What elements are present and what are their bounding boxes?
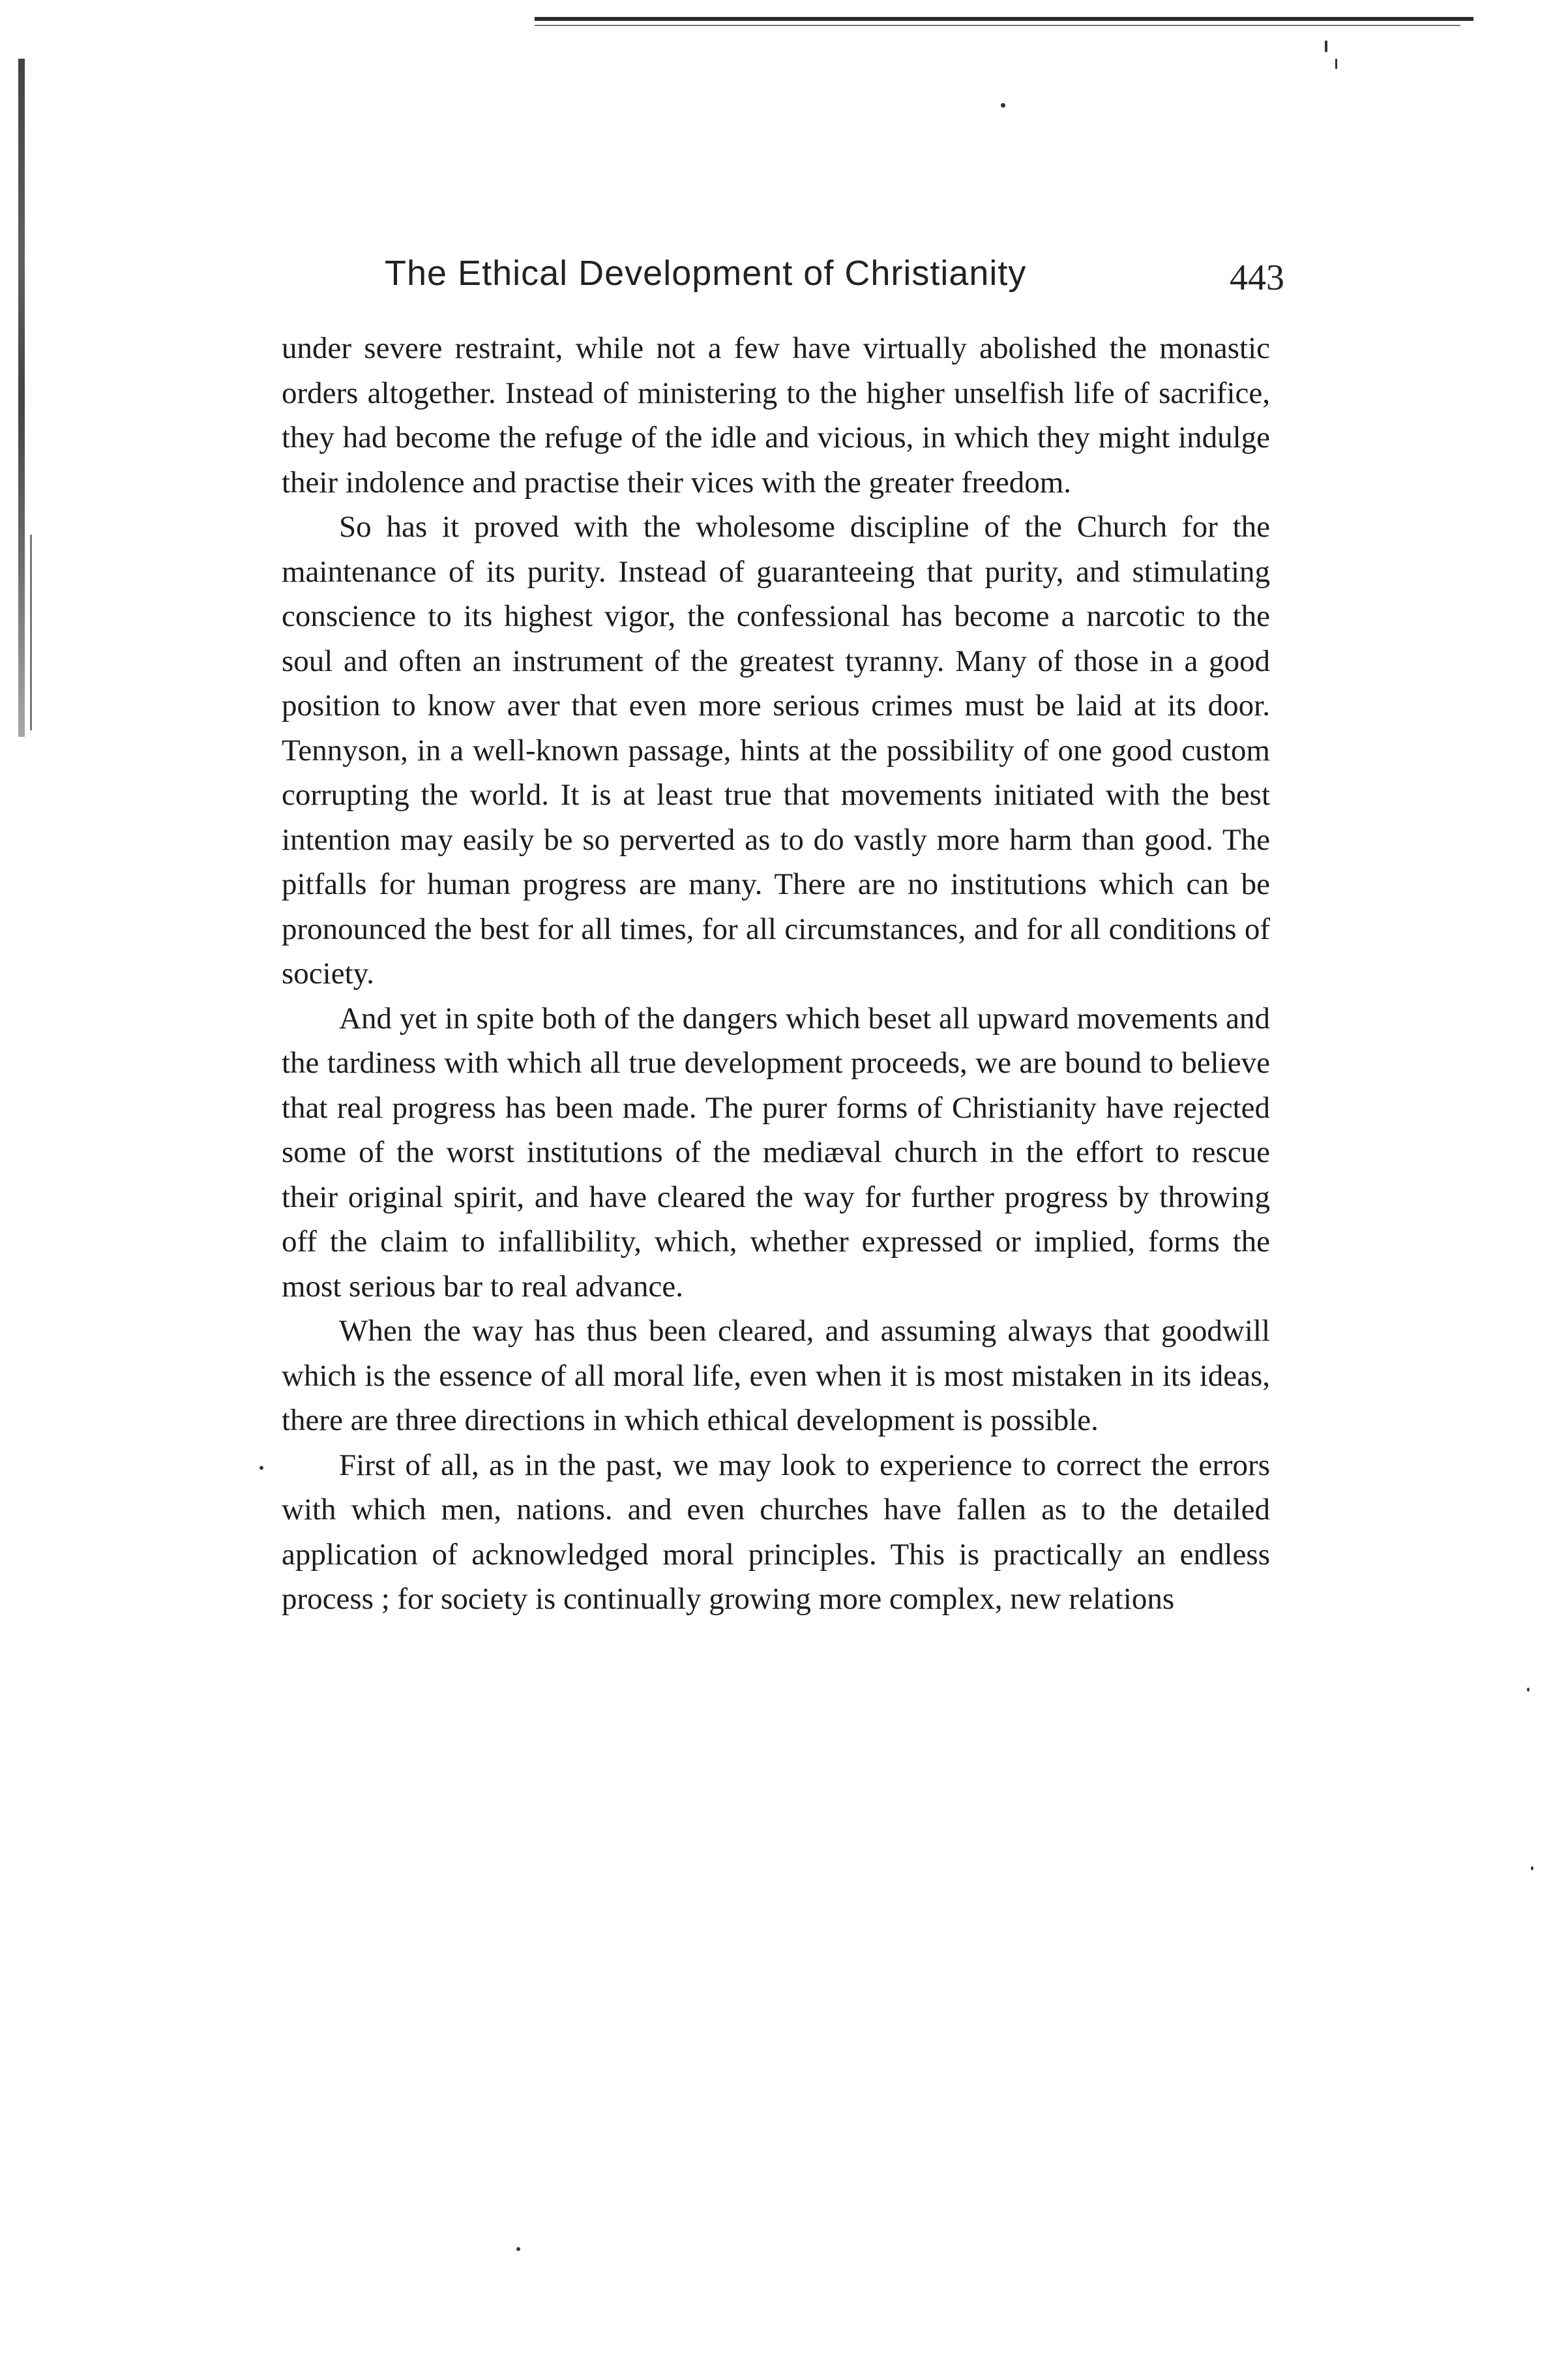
scan-edge-left-line bbox=[30, 535, 32, 730]
page-header bbox=[385, 253, 1284, 299]
paragraph: So has it proved with the wholesome discipline of the Church for the maintenance of its purity. Instead of guaranteeing that purity, and stimulating conscience to its highest vigor, the confessional has become a narcotic to the soul and often an instrument of the greatest tyranny. Many of those in a good position to know aver that even more serious crimes must be laid at its door. Tennyson, in a well-known passage, hints at the possibility of one good custom corrupting the world. It is at least true that movements initiated with the best intention may easily be so perverted as to do vastly more harm than good. The pitfalls for human progress are many. There are no institutions which can be pronounced the best for all times, for all circumstances, and for all conditions of society. bbox=[282, 510, 1270, 991]
body-text bbox=[282, 326, 1270, 1622]
scan-speck bbox=[1531, 1866, 1533, 1870]
running-title: The Ethical Development of Christianity bbox=[385, 254, 1027, 293]
paragraph: And yet in spite both of the dangers which beset all upward movements and the tardiness with which all true development proceeds, we are bound to believe that real progress has been made. The purer forms of Christianity have rejected some of the worst institutions of the mediæval church in the effort to rescue their original spirit, and have cleared the way for further progress by throwing off the claim to infallibility, which, whether expressed or implied, forms the most serious bar to real advance. bbox=[282, 1001, 1270, 1304]
scan-speck bbox=[516, 2247, 520, 2251]
scan-speck bbox=[1335, 59, 1337, 69]
scan-speck bbox=[1527, 1688, 1530, 1692]
scan-edge-top-rule bbox=[535, 17, 1473, 21]
paragraph: First of all, as in the past, we may look to experience to correct the errors with which men, nations. and even churches have fallen as to the detailed application of acknowledged moral principles. This is practically an endless process ; for society is continually growing more complex, new relations bbox=[282, 1448, 1270, 1616]
page-number: 443 bbox=[1230, 258, 1284, 298]
scan-speck bbox=[1001, 103, 1005, 108]
scan-edge-left-shadow bbox=[18, 59, 25, 737]
scan-speck bbox=[259, 1466, 263, 1470]
paragraph: When the way has thus been cleared, and assuming always that goodwill which is the essence of all moral life, even when it is most mistaken in its ideas, there are three directions in which ethical development is possible. bbox=[282, 1314, 1270, 1437]
scan-speck bbox=[1325, 40, 1327, 52]
paragraph: under severe restraint, while not a few have virtually abolished the monastic orders altogether. Instead of ministering to the higher unselfish life of sacrifice, they had become the refuge of the idle and vicious, in which they might indulge their indolence and practise their vices with the greater freedom. bbox=[282, 331, 1270, 500]
scan-edge-top-rule-thin bbox=[535, 25, 1460, 26]
